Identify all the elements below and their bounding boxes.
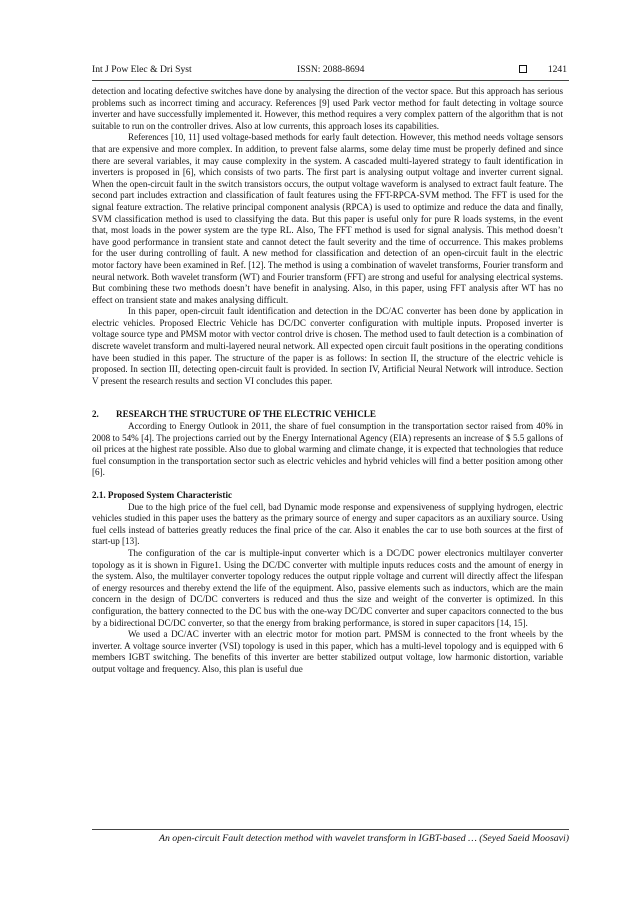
paragraph: References [10, 11] used voltage-based methods for early fault detection. However, this method needs voltage sensors that are expensive and more complex. In addition, to prevent false alarms, some delay time must be properly defined and since there are several variables, it may cause complexity in the system. A cascaded multi-layered strategy to fault identification in inverters is proposed in [6], which consists of two parts. The first part is analysing output voltage and inverter current signal. When the open-circuit fault in the switch transistors occurs, the output voltage waveform is analysed to extract fault feature. The second part includes extraction and classification of fault features using the FFT-RPCA-SVM method. The FFT is used for the signal feature extraction. The relative principal component analysis (RPCA) is used to optimize and reduce the data and finally, SVM classification method is used to classifying the data. But this paper is useful only for pure R loads systems, in the event that, most loads in the power system are the type RL. Also, The FFT method is used for signal analysis. This method doesn’t have good performance in transient state and cannot detect the fault severity and the time of occurrence. This makes problems for the user during controlling of fault. A new method for classification and detection of an open-circuit fault in the electric motor factory have been examined in Ref. [12]. The method is using a combination of wavelet transforms, Fourier transform and neural network. Both wavelet transform (WT) and Fourier transform (FFT) are strong and useful for analysing electrical systems. But combining these two methods doesn’t have benefit in analysing. Also, in this paper, using FFT analysis after WT has no effect on transient state and makes analysing difficult.: [92, 132, 563, 305]
paragraph: In this paper, open-circuit fault identification and detection in the DC/AC converter has been done by application in electric vehicles. Proposed Electric Vehicle has DC/DC converter configuration with multiple inputs. Proposed inverter is voltage source type and PMSM motor with vector control drive is chosen. The method used to fault detection is a combination of discrete wavelet transform and multi-layered neural network. All expected open circuit fault positions in the operating conditions have been studied in this paper. The structure of the paper is as follows: In section II, the structure of the electric vehicle is proposed. In section III, detecting open-circuit fault is provided. In section IV, Artificial Neural Network will introduce. Section V present the research results and section VI concludes this paper.: [92, 306, 563, 386]
square-bullet-icon: [519, 65, 527, 73]
paragraph: The configuration of the car is multiple-input converter which is a DC/DC power electronics multilayer converter topology as it is shown in Figure1. Using the DC/DC converter with multiple inputs reduces costs and the amount of energy in the system. Also, the multilayer converter topology reduces the output ripple voltage and current will directly affect the lifespan of energy resources and thereby extend the life of the equipment. Also, passive elements such as inductors, which are the main concern in the design of DC/DC converters is reduced and thus the size and weight of the converter is optimized. In this configuration, the battery connected to the DC bus with the one-way DC/DC converter and super capacitors connected to the bus by a bidirectional DC/DC converter, so that the energy from braking performance, is stored in super capacitors [14, 15].: [92, 547, 563, 628]
section-title: RESEARCH THE STRUCTURE OF THE ELECTRIC VEHICLE: [116, 409, 376, 420]
journal-name: Int J Pow Elec & Dri Syst: [92, 64, 192, 75]
running-header: [92, 62, 569, 78]
running-footer: An open-circuit Fault detection method with wavelet transform in IGBT-based … (Seyed Saeid Moosavi): [158, 833, 569, 844]
body-text: [92, 86, 563, 676]
page-number: 1241: [547, 64, 567, 75]
paragraph: Due to the high price of the fuel cell, bad Dynamic mode response and expensiveness of supplying hydrogen, electric vehicles studied in this paper uses the battery as the primary source of energy and super capacitors as an auxiliary source. Using fuel cells instead of batteries greatly reduces the final price of the car. Also it enables the car to use both sources at the first of start-up [13].: [92, 501, 563, 547]
paragraph: According to Energy Outlook in 2011, the share of fuel consumption in the transportation sector raised from 40% in 2008 to 54% [4]. The projections carried out by the Energy International Agency (EIA) represents an increase of $ 5.5 gallons of oil prices at the highest rate possible. Also due to global warming and climate change, it is expected that technologies that reduce fuel consumption in the transportation sector such as electric vehicles and hybrid vehicles will find a better position among other [6].: [92, 421, 563, 478]
section-heading: [92, 409, 563, 421]
header-divider: [92, 80, 569, 81]
subsection-heading: 2.1. Proposed System Characteristic: [92, 490, 233, 500]
paragraph: detection and locating defective switches have done by analysing the direction of the vector space. But this approach has serious problems such as incorrect timing and accuracy. References [9] used Park vector method for fault detecting in voltage source inverter and have successfully implemented it. However, this method requires a very complex pattern of the algorithm that is not suitable to run on the controller drives. Also at low currents, this approach loses its capabilities.: [92, 86, 563, 131]
paragraph: We used a DC/AC inverter with an electric motor for motion part. PMSM is connected to the front wheels by the inverter. A voltage source inverter (VSI) topology is used in this paper, which has a multi-level topology and is equipped with 6 members IGBT switching. The benefits of this inverter are better stabilized output voltage, low harmonic distortion, variable output voltage and frequency. Also, this plan is useful due: [92, 629, 563, 674]
issn: ISSN: 2088-8694: [297, 64, 365, 75]
footer-divider: [92, 829, 569, 830]
section-number: 2.: [92, 409, 99, 420]
